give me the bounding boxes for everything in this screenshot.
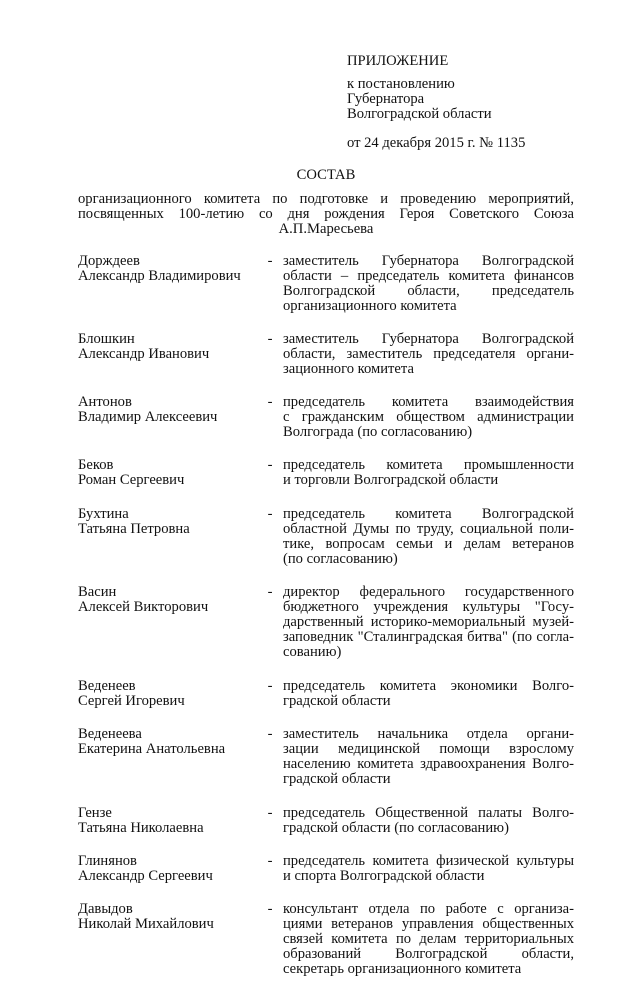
member-entry xyxy=(78,727,574,787)
member-entry xyxy=(78,254,574,314)
member-role-line: председатель комитета физической культуры xyxy=(283,853,574,869)
member-dash: - xyxy=(267,678,273,694)
member-name xyxy=(78,679,258,709)
member-entry xyxy=(78,332,574,377)
member-dash: - xyxy=(267,394,273,410)
member-dash: - xyxy=(267,726,273,742)
member-dash: - xyxy=(267,253,273,269)
member-role-line: образований Волгоградской области, xyxy=(283,946,574,962)
member-role-line: председатель комитета экономики Волго- xyxy=(283,678,574,694)
member-name xyxy=(78,395,258,425)
member-name xyxy=(78,507,258,537)
member-role xyxy=(283,507,574,567)
member-surname: Веденеева xyxy=(78,726,142,742)
appendix-line: Волгоградской области xyxy=(347,106,492,122)
member-role-line: области, заместитель председателя органи- xyxy=(283,346,574,362)
member-role-line: консультант отдела по работе с организа- xyxy=(283,901,574,917)
document-title: СОСТАВ xyxy=(296,167,356,183)
member-role-line: областной Думы по труду, социальной поли- xyxy=(283,521,574,537)
member-given: Николай Михайлович xyxy=(78,916,214,932)
member-role-line: области – председатель комитета финансов xyxy=(283,268,574,284)
member-role-line: циями ветеранов управления общественных xyxy=(283,916,574,932)
member-dash: - xyxy=(267,506,273,522)
member-role xyxy=(283,727,574,787)
member-role-line: заместитель Губернатора Волгоградской xyxy=(283,331,574,347)
member-given: Екатерина Анатольевна xyxy=(78,741,226,757)
member-role-line: председатель Общественной палаты Волго- xyxy=(283,805,574,821)
member-surname: Глинянов xyxy=(78,853,137,869)
member-entry xyxy=(78,902,574,977)
member-role-line: связей комитета по делам территориальных xyxy=(283,931,574,947)
member-given: Татьяна Николаевна xyxy=(78,820,204,836)
member-surname: Антонов xyxy=(78,394,132,410)
member-surname: Веденеев xyxy=(78,678,136,694)
member-name xyxy=(78,254,258,284)
member-surname: Блошкин xyxy=(78,331,135,347)
member-entry xyxy=(78,458,574,488)
appendix-title: ПРИЛОЖЕНИЕ xyxy=(347,53,449,69)
member-entry xyxy=(78,679,574,709)
member-surname: Давыдов xyxy=(78,901,133,917)
member-name xyxy=(78,458,258,488)
member-dash: - xyxy=(267,853,273,869)
member-role-line: градской области (по согласованию) xyxy=(283,820,509,836)
member-role xyxy=(283,806,574,836)
appendix-date: от 24 декабря 2015 г. № 1135 xyxy=(347,135,526,151)
member-role-line: секретарь организационного комитета xyxy=(283,961,522,977)
member-role-line: организационного комитета xyxy=(283,298,457,314)
member-role-line: председатель комитета промышленности xyxy=(283,457,574,473)
member-role xyxy=(283,854,574,884)
appendix-line: к постановлению xyxy=(347,76,455,92)
member-given: Александр Владимирович xyxy=(78,268,241,284)
member-surname: Дорждеев xyxy=(78,253,140,269)
member-entry xyxy=(78,585,574,660)
member-role xyxy=(283,679,574,709)
member-dash: - xyxy=(267,331,273,347)
member-role xyxy=(283,395,574,440)
appendix-block xyxy=(347,54,525,151)
member-role-line: и торговли Волгоградской области xyxy=(283,472,499,488)
member-role-line: дарственный историко-мемориальный музей- xyxy=(283,614,574,630)
member-role-line: Волгограда (по согласованию) xyxy=(283,424,473,440)
member-given: Татьяна Петровна xyxy=(78,521,190,537)
member-role-line: зационного комитета xyxy=(283,361,414,377)
member-dash: - xyxy=(267,584,273,600)
member-entry xyxy=(78,806,574,836)
member-role xyxy=(283,254,574,314)
member-name xyxy=(78,854,258,884)
member-role-line: зации медицинской помощи взрослому xyxy=(283,741,574,757)
member-role-line: населению комитета здравоохранения Волго- xyxy=(283,756,574,772)
member-name xyxy=(78,727,258,757)
member-role-line: с гражданским обществом администрации xyxy=(283,409,574,425)
members-list xyxy=(78,254,574,995)
member-name xyxy=(78,332,258,362)
member-role-line: градской области xyxy=(283,771,391,787)
member-dash: - xyxy=(267,901,273,917)
member-role-line: заместитель Губернатора Волгоградской xyxy=(283,253,574,269)
member-name xyxy=(78,902,258,932)
appendix-line: Губернатора xyxy=(347,91,425,107)
member-role-line: сованию) xyxy=(283,644,342,660)
member-given: Сергей Игоревич xyxy=(78,693,185,709)
member-given: Алексей Викторович xyxy=(78,599,209,615)
member-role-line: директор федерального государственного xyxy=(283,584,574,600)
member-role-line: и спорта Волгоградской области xyxy=(283,868,485,884)
member-role-line: заместитель начальника отдела органи- xyxy=(283,726,574,742)
member-role xyxy=(283,332,574,377)
member-given: Роман Сергеевич xyxy=(78,472,185,488)
member-given: Александр Сергеевич xyxy=(78,868,213,884)
member-given: Владимир Алексеевич xyxy=(78,409,218,425)
member-entry xyxy=(78,854,574,884)
member-surname: Бухтина xyxy=(78,506,129,522)
document-heading xyxy=(78,168,574,237)
member-role xyxy=(283,902,574,977)
member-role-line: заповедник "Сталинградская битва" (по согла- xyxy=(283,629,574,645)
member-role xyxy=(283,458,574,488)
member-dash: - xyxy=(267,457,273,473)
member-name xyxy=(78,806,258,836)
member-entry xyxy=(78,507,574,567)
member-role-line: тике, вопросам семьи и делам ветеранов xyxy=(283,536,574,552)
member-role-line: бюджетного учреждения культуры "Госу- xyxy=(283,599,574,615)
member-role-line: Волгоградской области, председатель xyxy=(283,283,574,299)
member-surname: Гензе xyxy=(78,805,112,821)
member-role-line: председатель комитета взаимодействия xyxy=(283,394,574,410)
member-role-line: градской области xyxy=(283,693,391,709)
member-surname: Беков xyxy=(78,457,114,473)
member-role-line: (по согласованию) xyxy=(283,551,398,567)
member-given: Александр Иванович xyxy=(78,346,210,362)
member-role xyxy=(283,585,574,660)
member-name xyxy=(78,585,258,615)
member-role-line: председатель комитета Волгоградской xyxy=(283,506,574,522)
member-entry xyxy=(78,395,574,440)
member-dash: - xyxy=(267,805,273,821)
document-subtitle: организационного комитета по подготовке и проведению мероприятий, посвященных 100-летию со дня рождения Героя Советского Союза А.П.Маресьева xyxy=(78,191,574,237)
member-surname: Васин xyxy=(78,584,117,600)
